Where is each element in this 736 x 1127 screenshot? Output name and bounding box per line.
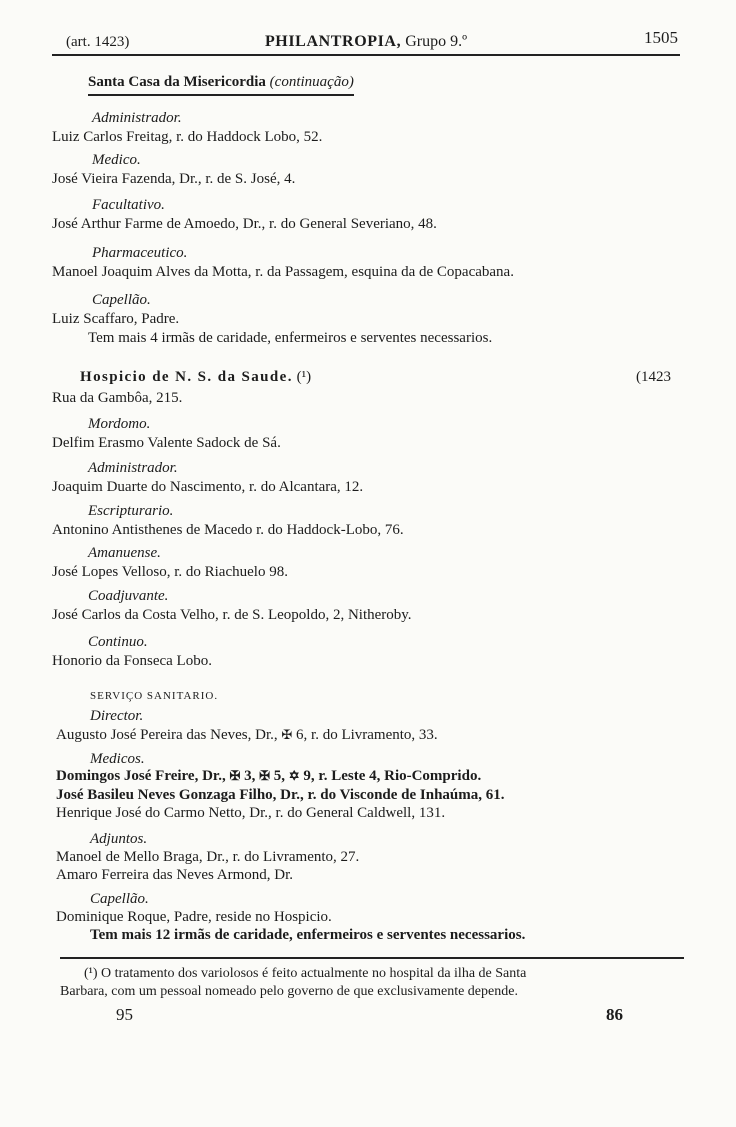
role-label: Capellão. — [90, 891, 149, 907]
entry-text-part: 5, — [273, 768, 286, 784]
article-number: (1423 — [636, 369, 671, 385]
role-label: Capellão. — [92, 292, 151, 308]
signature-mark-left: 95 — [116, 1005, 133, 1024]
role-label: Medico. — [92, 152, 141, 168]
entry-text: Amaro Ferreira das Neves Armond, Dr. — [56, 867, 294, 883]
footnote-rule — [60, 957, 684, 959]
role-label: Administrador. — [88, 460, 178, 476]
role-label: Medicos. — [90, 751, 145, 767]
entry-text: José Lopes Velloso, r. do Riachuelo 98. — [52, 564, 288, 580]
entry-text: Honorio da Fonseca Lobo. — [52, 653, 212, 669]
entry-text-part: Augusto José Pereira das Neves, Dr., — [56, 727, 278, 743]
entry-text-part: 9, r. Leste 4, Rio-Comprido. — [303, 768, 482, 784]
order-cross-icon: ✠ — [259, 768, 271, 783]
order-star-icon: ✡ — [288, 768, 300, 783]
role-label: Adjuntos. — [90, 831, 148, 847]
running-title-group: Grupo 9.º — [401, 33, 468, 50]
role-label: Continuo. — [88, 634, 148, 650]
hospicio-title-text: Hospicio de N. S. da Saude. — [80, 369, 293, 385]
role-label: Mordomo. — [88, 416, 151, 432]
entry-text: Dominique Roque, Padre, reside no Hospicio. — [56, 909, 332, 925]
entry-text: Luiz Scaffaro, Padre. — [52, 311, 180, 327]
entry-text-part: Domingos José Freire, Dr., — [56, 768, 226, 784]
footnote-ref: (¹) — [296, 369, 312, 385]
subsection-heading: SERVIÇO SANITARIO. — [90, 690, 219, 702]
hospicio-address: Rua da Gambôa, 215. — [52, 390, 183, 406]
entry-text: Manoel Joaquim Alves da Motta, r. da Passagem, esquina da de Copacabana. — [52, 264, 514, 280]
entry-text: Luiz Carlos Freitag, r. do Haddock Lobo, 52. — [52, 129, 323, 145]
entry-text: José Arthur Farme de Amoedo, Dr., r. do General Severiano, 48. — [52, 216, 437, 232]
entry-text — [56, 727, 438, 744]
section-subtitle: (continuação) — [269, 74, 354, 90]
entry-text-part: 6, r. do Livramento, 33. — [296, 727, 438, 743]
role-label: Administrador. — [92, 110, 182, 126]
order-cross-icon: ✠ — [229, 768, 241, 783]
hospicio-title — [80, 369, 311, 386]
signature-mark-right: 86 — [606, 1005, 623, 1024]
section-title — [88, 74, 354, 96]
order-cross-icon: ✠ — [281, 727, 293, 742]
role-label: Escripturario. — [88, 503, 174, 519]
entry-text: Antonino Antisthenes de Macedo r. do Haddock-Lobo, 76. — [52, 522, 404, 538]
entry-text — [56, 768, 481, 785]
entry-text: Joaquim Duarte do Nascimento, r. do Alcantara, 12. — [52, 479, 364, 495]
entry-text: José Basileu Neves Gonzaga Filho, Dr., r. do Visconde de Inhaúma, 61. — [56, 787, 505, 803]
running-title — [52, 33, 680, 51]
entry-text-part: 3, — [244, 768, 256, 784]
running-title-bold: PHILANTROPIA, — [264, 33, 402, 50]
staff-note: Tem mais 4 irmãs de caridade, enfermeiros e serventes necessarios. — [88, 330, 493, 346]
role-label: Amanuense. — [88, 545, 161, 561]
footnote-line: (¹) O tratamento dos variolosos é feito actualmente no hospital da ilha de Santa — [84, 966, 527, 981]
page-header — [52, 28, 680, 56]
role-label: Director. — [90, 708, 144, 724]
section-title-text: Santa Casa da Misericordia — [88, 74, 266, 90]
role-label: Coadjuvante. — [88, 588, 169, 604]
role-label: Facultativo. — [92, 197, 165, 213]
staff-note: Tem mais 12 irmãs de caridade, enfermeiros e serventes necessarios. — [90, 927, 526, 943]
footnote-line: Barbara, com um pessoal nomeado pelo governo de que exclusivamente depende. — [60, 984, 518, 999]
entry-text: José Vieira Fazenda, Dr., r. de S. José, 4. — [52, 171, 296, 187]
entry-text: Manoel de Mello Braga, Dr., r. do Livramento, 27. — [56, 849, 360, 865]
entry-text: Delfim Erasmo Valente Sadock de Sá. — [52, 435, 281, 451]
article-ref: (art. 1423) — [66, 34, 130, 50]
role-label: Pharmaceutico. — [92, 245, 188, 261]
page-number: 1505 — [644, 28, 678, 47]
entry-text: Henrique José do Carmo Netto, Dr., r. do General Caldwell, 131. — [56, 805, 446, 821]
entry-text: José Carlos da Costa Velho, r. de S. Leopoldo, 2, Nitheroby. — [52, 607, 412, 623]
